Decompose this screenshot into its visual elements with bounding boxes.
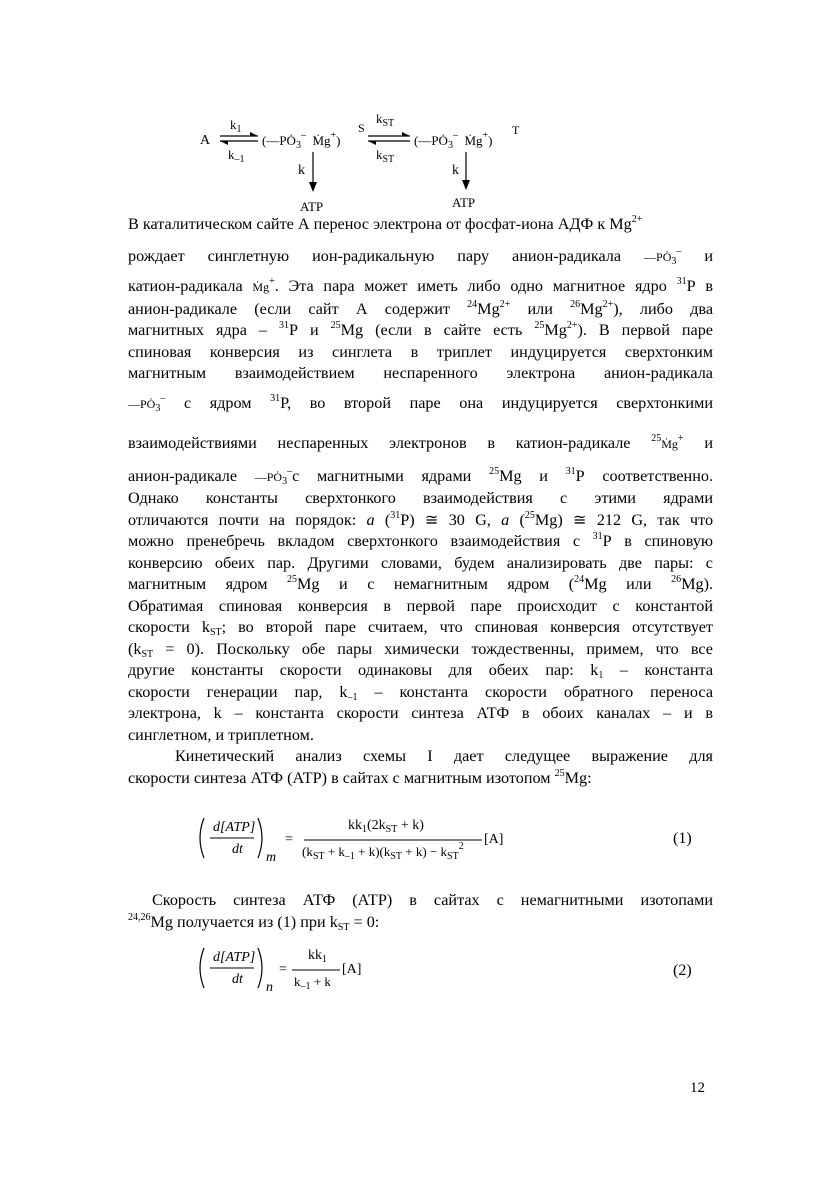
line-8: $—PȮ_3^-$ с ядром $^{31}$Р, во второй паре она индуцируется сверхтонкими	[128, 392, 713, 414]
body-text	[128, 214, 713, 789]
line-11: Однако константы сверхтонкого взаимодействия с этими ядрами	[128, 489, 713, 507]
line-13: можно пренебречь вкладом сверхтонкого взаимодействия с $^{31}$Р в спиновую	[128, 531, 714, 550]
line-7: магнитным взаимодействием неспаренного электрона анион-радикала	[128, 364, 713, 382]
eq1-numerator: $kk_1(2k_{ST} + k)$	[348, 818, 424, 835]
eq1-m: m	[266, 850, 277, 865]
scheme-T: T	[512, 123, 520, 137]
eq2-equals: =	[279, 962, 287, 977]
scheme-atp-right: ATP	[452, 195, 476, 210]
line-3: катион-радикала Ṁg+. Эта пара может иметь либо одно магнитное ядро $^{31}$Р в	[128, 276, 714, 295]
scheme-k1: $k_1$	[230, 117, 242, 135]
line-6: спиновая конверсия из синглета в триплет индуцируется сверхтонким	[128, 342, 713, 361]
line-21: электрона, k – константа скорости синтеза АТФ в обоих каналах – и в	[128, 704, 713, 722]
scheme-singlet-pair: ($—PȮ_3^-$ Ṁg+)	[262, 130, 341, 151]
line-15: магнитным ядром $^{25}$Mg и с немагнитным ядром ($^{24}$Mg или $^{26}$Mg).	[128, 574, 714, 593]
scheme-triplet-pair: ($—PȮ_3^-$ Ṁg+)	[414, 130, 493, 151]
eq1-dt: dt	[232, 842, 243, 857]
eq2-d: d[ATP]	[213, 950, 256, 965]
body-text-2	[128, 890, 713, 933]
line-1: В каталитическом сайте А перенос электрона от фосфат-иона АДФ к $Mg^{2+}$	[128, 214, 643, 233]
scheme-k-minus1: $k_{-1}$	[228, 147, 245, 165]
eq2-A: [A]	[342, 962, 362, 977]
line-20: скорости генерации пар, $k_{-1}$ – константа скорости обратного переноса	[128, 682, 714, 703]
eq1-denominator: $(k_{ST} + k_{-1} + k)(k_{ST} + k) - k_{ST}^2$	[302, 841, 464, 862]
eq1-equals: =	[285, 832, 293, 847]
line-9: взаимодействиями неспаренных электронов в катион-радикале $^{25}$Ṁg+ и	[128, 433, 714, 452]
eq2-n: n	[266, 980, 273, 995]
line-25: Скорость синтеза АТФ (АТР) в сайтах с немагнитными изотопами	[152, 891, 713, 909]
line-18: $(k_{ST} = 0)$. Поскольку обе пары химически тождественны, примем, что все	[128, 639, 713, 660]
line-24: скорости синтеза АТФ (АТР) в сайтах с магнитным изотопом $^{25}$Mg:	[128, 767, 592, 787]
eq1-number: (1)	[673, 830, 692, 847]
line-19: другие константы скорости одинаковы для обеих пар: $k_1$ – константа	[128, 661, 714, 681]
line-2: рождает синглетную ион-радикальную пару анион-радикала $—PȮ_3^-$ и	[128, 245, 713, 267]
line-23: Кинетический анализ схемы I дает следущее выражение для	[175, 747, 713, 765]
scheme-A: A	[200, 133, 211, 148]
line-17: скорости $k_{ST}$; во второй паре считаем, что спиновая конверсия отсутствует	[128, 618, 713, 638]
scheme-atp-left: ATP	[300, 199, 324, 214]
scheme-kst-forward: $k_{ST}$	[376, 111, 395, 129]
eq1-d: d[ATP]	[213, 820, 256, 835]
scheme-k-left: k	[298, 163, 305, 178]
reaction-scheme	[190, 108, 550, 216]
eq2-dt: dt	[232, 972, 243, 987]
line-22: синглетном, и триплетном.	[128, 725, 314, 744]
scheme-S: S	[358, 121, 365, 135]
eq2-denominator: $k_{-1} + k$	[294, 974, 331, 992]
line-5: магнитных ядра – $^{31}$Р и $^{25}$Mg (если в сайте есть $^{25}Mg^{2+}$). В первой паре	[128, 320, 713, 339]
eq1-A: [A]	[484, 832, 504, 847]
line-16: Обратимая спиновая конверсия в первой паре происходит с константой	[128, 596, 713, 615]
line-10: анион-радикале $—PȮ_3^-с$ магнитными ядрами $^{25}$Mg и $^{31}$Р соответственно.	[128, 465, 714, 487]
scheme-kst-back: $k_{ST}$	[376, 147, 395, 165]
line-4: анион-радикале (если сайт А содержит $^{24}Mg^{2+}$ или $^{26}Mg^{2+}$), либо два	[128, 298, 714, 318]
eq2-number: (2)	[673, 962, 692, 979]
line-26: $^{24,26}$Mg получается из (1) при $k_{ST} = 0$:	[128, 911, 380, 933]
page-number: 12	[690, 1080, 705, 1096]
line-12: отличаются почти на порядок: a ($^{31}$Р) ≅ 30 G, a ($^{25}$Mg) ≅ 212 G, так что	[128, 509, 714, 529]
eq2-numerator: $kk_1$	[308, 948, 327, 965]
line-14: конверсию обеих пар. Другими словами, будем анализировать две пары: с	[128, 553, 713, 572]
scheme-k-right: k	[452, 163, 459, 178]
